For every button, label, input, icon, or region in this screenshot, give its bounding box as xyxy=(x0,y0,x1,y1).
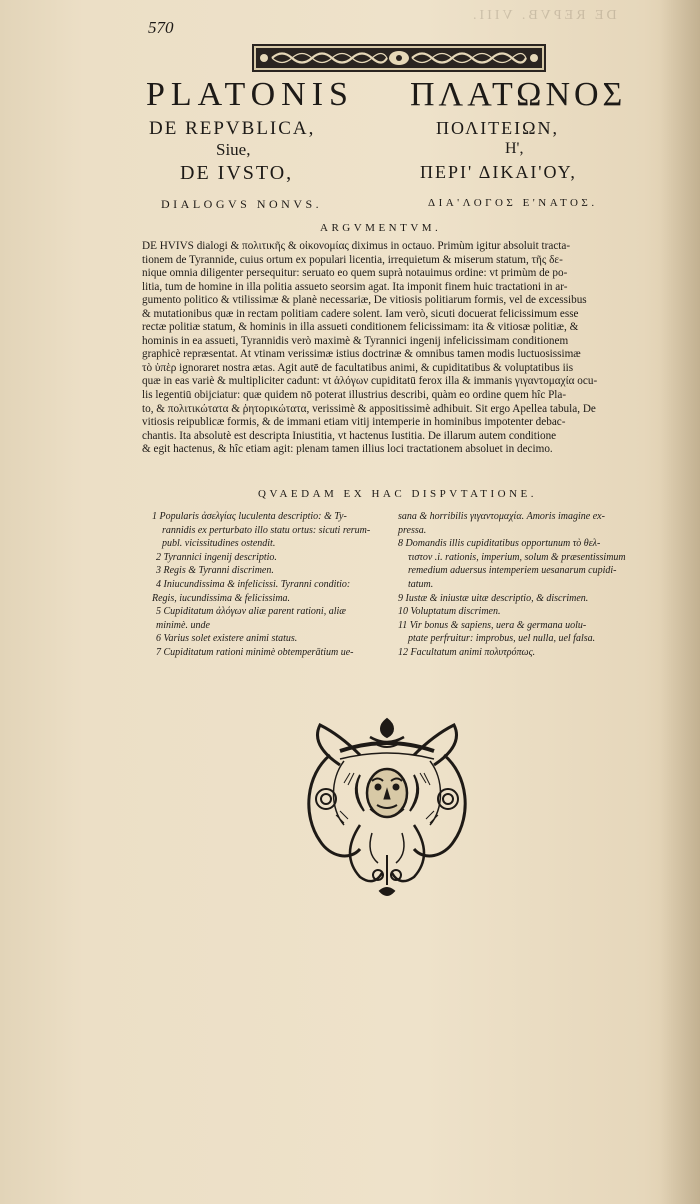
argument-paragraph xyxy=(142,240,638,457)
topic-line: 11 Vir bonus & sapiens, uera & germana uolu- xyxy=(398,619,587,631)
page-number: 570 xyxy=(148,18,174,37)
topics-left-column xyxy=(152,510,390,660)
topic-line: 12 Facultatum animi πολυτρόπως. xyxy=(398,646,536,658)
topic-line: 1 Popularis ἀσελγίας luculenta descriptio: & Ty- xyxy=(152,511,347,522)
topic-line: 9 Iustæ & iniustæ uitæ descriptio, & discrimen. xyxy=(398,592,589,604)
argument-line: quæ in eas variè & multipliciter cadunt: vt ἀλόγων cupiditatū ferox illa & immanis γιγαντομαχία ocu- xyxy=(142,375,598,388)
page-gutter-shadow xyxy=(660,0,700,1204)
argument-line: τὸ ὑπὲρ ignoraret nostra ætas. Agit autē de facultatibus animi, & cupiditatibus & voluptatibus iis xyxy=(142,361,574,374)
greek-dialogue-number: ΔΙΑ'ΛΟΓΟΣ Ε'ΝΑΤΟΣ. xyxy=(428,197,598,209)
latin-dialogue-number: DIALOGVS NONVS. xyxy=(161,197,323,211)
greek-subtitle-2: Η', xyxy=(505,140,524,157)
topic-line: 3 Regis & Tyranni discrimen. xyxy=(156,565,274,577)
topic-line: remedium aduersus intemperiem uesanarum cupidi- xyxy=(408,565,617,577)
topic-line: tatum. xyxy=(408,578,434,590)
topic-line: minimè. unde xyxy=(156,619,210,631)
topic-line: 6 Varius solet existere animi status. xyxy=(156,633,298,645)
bleed-through-text: DE REPVB. VIII. xyxy=(470,8,617,23)
topic-line: 5 Cupiditatum ἀλόγων aliæ parent rationi, aliæ xyxy=(156,606,346,618)
argument-line: gumento politico & vtilissimæ & planè necessariæ, De vitiosis politiarum formis, vel de excessibus xyxy=(142,294,587,307)
argument-line: tionem de Tyrannide, cuius ortum ex populari licentia, irrequietum & miserum statum, τῆς δε- xyxy=(142,253,563,266)
argument-line: chantis. Ita absolutè est descripta Iniustitia, vt hactenus Iustitia. De illarum autem conditione xyxy=(142,429,557,442)
argument-line: DE HVIVS dialogi & πολιτικῆς & οἰκονομίας diximus in octauo. Primùm igitur absoluit tracta- xyxy=(142,240,571,252)
argument-line: lis legentiū obijciatur: quæ quidem nō poterat illustrius describi, quàm eo ordine quem hîc Pla- xyxy=(142,389,567,402)
argument-line: litia, tum de homine in illa politia assueto seorsim agat. Ita imponit finem huic tractationi in ar- xyxy=(142,280,568,293)
topics-right-column xyxy=(398,510,648,660)
topic-line: rannidis ex perturbato illo statu ortus: sicuti rerum- xyxy=(162,524,371,536)
argument-line: rectæ politiæ statum, & hominis in illa assueti conditionem felicissimam: ita & vitiosæ politiæ, & xyxy=(142,321,579,334)
topic-line: τιστον .i. rationis, imperium, solum & præsentissimum xyxy=(408,551,626,563)
greek-title: ΠΛΑΤΩΝΟΣ xyxy=(410,76,627,113)
quaedam-heading: QVAEDAM EX HAC DISPVTATIONE. xyxy=(258,488,538,500)
argument-line: nique omnia diligenter persequitur: seruato eo quem suprà notauimus ordine: vt primùm de po- xyxy=(142,267,568,280)
topic-line: 8 Domandis illis cupiditatibus opportunum τὸ θελ- xyxy=(398,538,601,550)
argument-line: hominis in ea assueti, Tyrannidis verò maximè & Tyrannici ingenij infelicissimam conditionem xyxy=(142,334,569,347)
argument-heading: ARGVMENTVM. xyxy=(320,222,442,234)
topic-line: Regis, iucundissima & felicissima. xyxy=(152,592,291,604)
latin-subtitle-2: Siue, xyxy=(216,140,251,159)
mask-tailpiece-ornament xyxy=(300,715,474,901)
argument-line: & egit hactenus, & hîc etiam agit: plenam tamen illius loci tractationem absoluet in decimo. xyxy=(142,443,553,456)
greek-subtitle-1: ΠΟΛΙΤΕΙΩΝ, xyxy=(436,118,560,138)
argument-line: graphicè repræsentat. At vtinam verissimæ istius doctrinæ & omnibus tamen modis luctuosissimæ xyxy=(142,348,581,361)
topic-line: 10 Voluptatum discrimen. xyxy=(398,606,501,618)
topic-line: sana & horribilis γιγαντομαχία. Amoris imagine ex- xyxy=(398,511,605,522)
argument-line: to, & πολιτικώτατα & ῥητορικώτατα, verissimè & appositissimè adhibuit. Sit ergo Apellea tabula, De xyxy=(142,402,596,415)
latin-subtitle-1: DE REPVBLICA, xyxy=(149,118,316,139)
latin-subtitle-3: DE IVSTO, xyxy=(180,162,294,184)
latin-title: PLATONIS xyxy=(146,76,354,113)
topic-line: pressa. xyxy=(398,524,427,536)
greek-subtitle-3: ΠΕΡΙ' ΔΙΚΑΙ'ΟΥ, xyxy=(420,162,577,182)
ornamental-headband xyxy=(252,44,546,72)
argument-line: & mutationibus quæ in rectam politiam cadere solent. Iam verò, sicuti docuerat felicissimum esse xyxy=(142,307,579,320)
topic-line: 7 Cupiditatum rationi minimè obtemperātium ue- xyxy=(156,646,354,658)
topic-line: 2 Tyrannici ingenij descriptio. xyxy=(156,551,277,563)
topic-line: 4 Iniucundissima & infelicissi. Tyranni conditio: xyxy=(156,578,351,590)
topic-line: publ. vicissitudines ostendit. xyxy=(162,538,276,550)
argument-line: vitiosis reipublicæ formis, & de immani etiam vitij intemperie in hominibus impotenter debac- xyxy=(142,416,566,429)
topic-line: ptate perfruitur: improbus, uel nulla, uel falsa. xyxy=(408,633,596,645)
